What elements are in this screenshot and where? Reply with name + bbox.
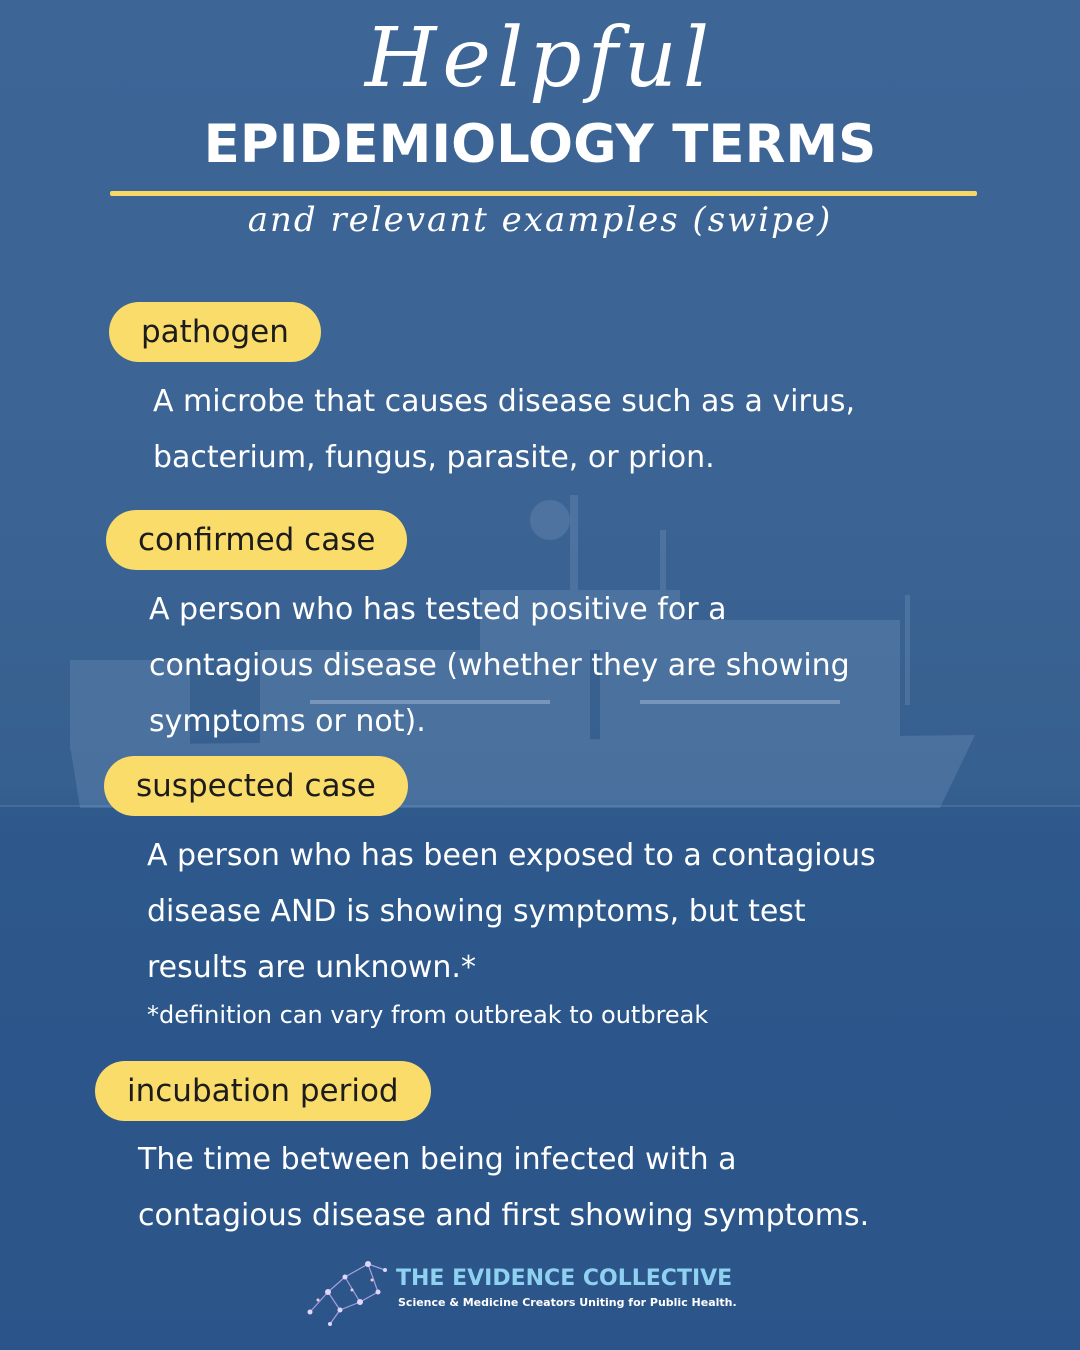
page-subtitle: and relevant examples (swipe) bbox=[247, 200, 833, 240]
definition-line: The time between being infected with a bbox=[138, 1142, 737, 1177]
org-tagline: Science & Medicine Creators Uniting for Public Health. bbox=[398, 1296, 737, 1309]
term-badge-suspected-case: suspected case bbox=[104, 756, 408, 816]
definition-line: contagious disease (whether they are showing bbox=[149, 648, 850, 683]
definition-incubation-period bbox=[138, 1132, 1058, 1244]
term-badge-confirmed-case: confirmed case bbox=[106, 510, 407, 570]
title-underline bbox=[110, 191, 977, 196]
definition-line: contagious disease and first showing symptoms. bbox=[138, 1198, 870, 1233]
definition-line: A person who has been exposed to a contagious bbox=[147, 838, 876, 873]
definition-confirmed-case bbox=[149, 582, 1049, 750]
definition-line: A person who has tested positive for a bbox=[149, 592, 727, 627]
page-title: EPIDEMIOLOGY TERMS bbox=[203, 114, 877, 175]
term-badge-incubation-period: incubation period bbox=[95, 1061, 431, 1121]
definition-footnote: *definition can vary from outbreak to outbreak bbox=[147, 1001, 709, 1029]
org-name: THE EVIDENCE COLLECTIVE bbox=[396, 1266, 733, 1291]
definition-line: bacterium, fungus, parasite, or prion. bbox=[153, 440, 715, 475]
term-badge-pathogen: pathogen bbox=[109, 302, 321, 362]
script-title: Helpful bbox=[364, 11, 716, 106]
definition-line: results are unknown.* bbox=[147, 950, 476, 985]
constellation-network-icon bbox=[300, 1252, 392, 1330]
definition-pathogen bbox=[153, 374, 1053, 486]
definition-line: A microbe that causes disease such as a virus, bbox=[153, 384, 856, 419]
definition-suspected-case bbox=[147, 828, 1057, 996]
definition-line: symptoms or not). bbox=[149, 704, 426, 739]
definition-line: disease AND is showing symptoms, but test bbox=[147, 894, 806, 929]
